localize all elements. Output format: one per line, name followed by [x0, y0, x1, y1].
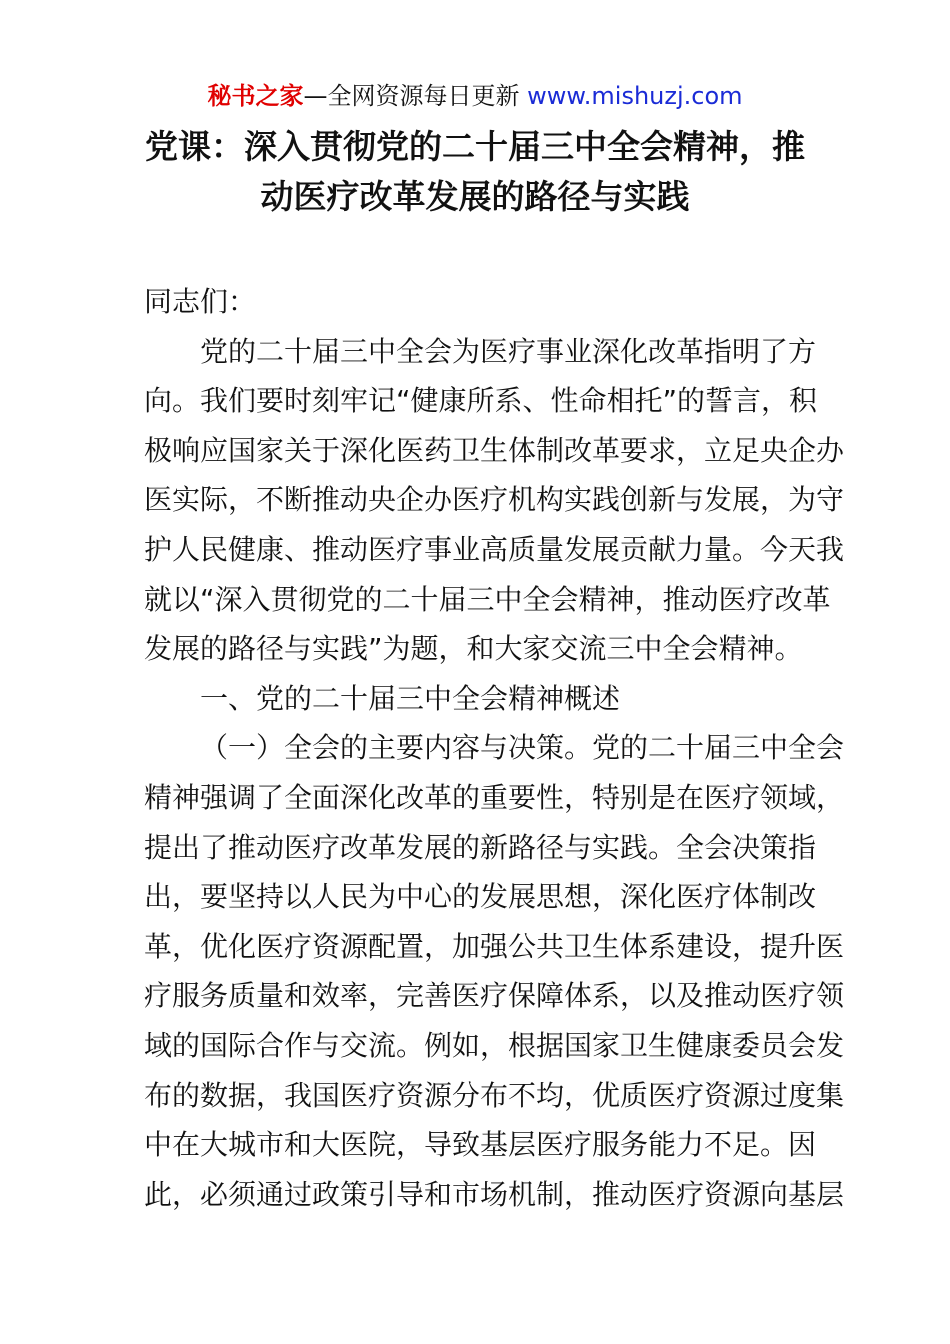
paragraph-line: 护人民健康、推动医疗事业高质量发展贡献力量。今天我: [144, 532, 845, 566]
page-header: [0, 80, 950, 112]
paragraph-line: 此，必须通过政策引导和市场机制，推动医疗资源向基层: [144, 1177, 845, 1211]
paragraph-line: 提出了推动医疗改革发展的新路径与实践。全会决策指: [144, 830, 817, 864]
header-slogan: —全网资源每日更新: [303, 82, 520, 110]
paragraph-line: 疗服务质量和效率，完善医疗保障体系，以及推动医疗领: [144, 979, 845, 1013]
brand-name: 秘书之家: [207, 82, 304, 110]
paragraph-line: 革，优化医疗资源配置，加强公共卫生体系建设，提升医: [144, 929, 845, 963]
title-line: 党课：深入贯彻党的二十届三中全会精神，推: [145, 127, 805, 166]
paragraph-line: 医实际，不断推动央企办医疗机构实践创新与发展，为守: [144, 483, 845, 517]
paragraph-line: 党的二十届三中全会为医疗事业深化改革指明了方: [200, 334, 817, 368]
salutation: 同志们：: [144, 285, 257, 318]
paragraph-line: 就以“深入贯彻党的二十届三中全会精神，推动医疗改革: [144, 582, 831, 616]
title-line: 动医疗改革发展的路径与实践: [260, 177, 690, 216]
document-body: [144, 277, 845, 1219]
paragraph-line: 中在大城市和大医院，导致基层医疗服务能力不足。因: [144, 1128, 817, 1162]
paragraph-line: 向。我们要时刻牢记“健康所系、性命相托”的誓言，积: [144, 384, 818, 418]
paragraph-line: 出，要坚持以人民为中心的发展思想，深化医疗体制改: [144, 880, 817, 914]
paragraph-line: 域的国际合作与交流。例如，根据国家卫生健康委员会发: [144, 1028, 845, 1062]
paragraph-line: 发展的路径与实践”为题，和大家交流三中全会精神。: [144, 632, 803, 666]
header-url[interactable]: www.mishuzj.com: [527, 82, 743, 110]
paragraph-line: 布的数据，我国医疗资源分布不均，优质医疗资源过度集: [144, 1078, 845, 1112]
section-heading: 一、党的二十届三中全会精神概述: [200, 681, 621, 715]
paragraph-line: 精神强调了全面深化改革的重要性，特别是在医疗领域，: [144, 780, 845, 814]
paragraph-line: 极响应国家关于深化医药卫生体制改革要求，立足央企办: [144, 433, 845, 467]
paragraph-line: （一）全会的主要内容与决策。党的二十届三中全会: [200, 731, 845, 765]
document-title: [120, 122, 830, 222]
